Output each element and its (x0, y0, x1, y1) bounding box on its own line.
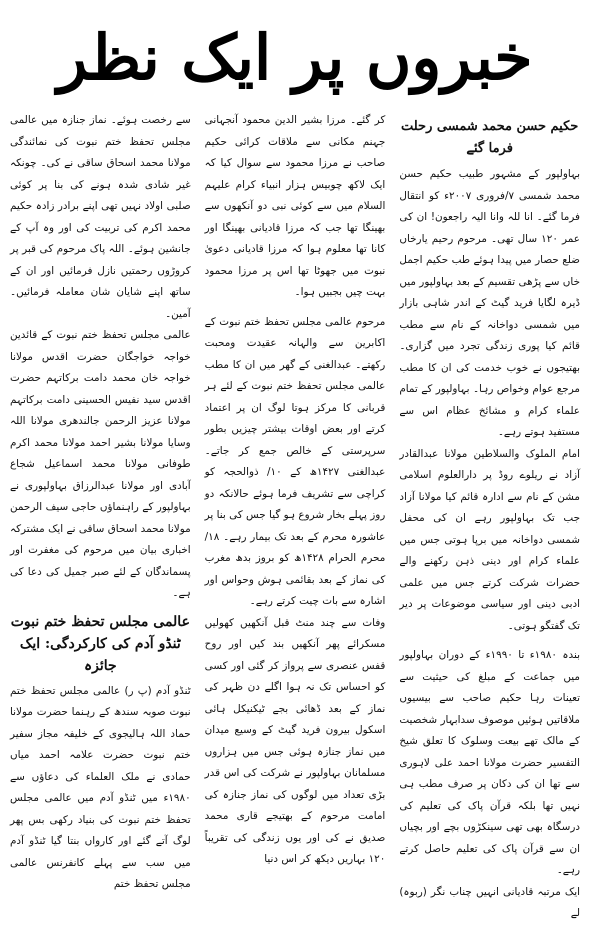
article-paragraph: ٹنڈو آدم (پ ر) عالمی مجلس تحفظ ختم نبوت صوبہ سندھ کے رہنما حضرت مولانا حماد اللہ ہالیجوی کے خلیفہ مجاز سفیر ختم نبوت حضرت علامہ احمد میاں حمادی نے ملک العلماء کی دعاؤں سے ۱۹۸۰ء میں ٹنڈو آدم میں عالمی مجلس تحفظ ختم نبوت کی بنیاد رکھی بس پھر لوگ آتے گئے اور کارواں بنتا گیا ٹنڈو آدم میں سب سے پہلے کانفرنس عالمی مجلس تحفظ ختم (9, 684, 191, 890)
paragraph-gap (205, 304, 386, 312)
article-paragraph: امام الملوک والسلاطین مولانا عبدالقادر آزاد نے ریلوے روڈ پر دارالعلوم اسلامی مشن کے نام سے ادارہ قائم کیا مولانا آزاد جب تک بہاولپور رہے ان کی محفل شمسی دواخانہ میں برپا ہوتی جس میں علماء کرام اور دینی ذہن رکھنے والے حضرات شرکت کرتے جس میں علمی ادبی دینی اور سیاسی موضوعات پر دیر تک گفتگو ہوتی۔ (399, 447, 580, 632)
article-paragraph: سے رخصت ہوئے۔ نماز جنازہ میں عالمی مجلس تحفظ ختم نبوت کی نمائندگی مولانا محمد اسحاق ساقی نے کی۔ چونکہ غیر شادی شدہ ہونے کی بنا پر کوئی صلبی اولاد نہیں تھی اپنے برادر زادہ حکیم محمد اکرم کی تربیت کی اور وہ آپ کے جانشین ہوئے۔ اللہ پاک مرحوم کی قبر پر کروڑوں رحمتیں نازل فرمائیں اور ان کے ساتھ اپنے شایان شان معاملہ فرمائیں۔ آمین۔ (9, 114, 191, 320)
masthead (0, 8, 590, 108)
article-headline-tando-adam: عالمی مجلس تحفظ ختم نبوت ٹنڈو آدم کی کارکردگی: ایک جائزہ (10, 613, 190, 674)
paragraph-gap (399, 637, 580, 645)
article-paragraph: بہاولپور کے مشہور طبیب حکیم حسن محمد شمسی ۷/فروری ۲۰۰۷ء کو انتقال فرما گئے۔ انا للہ وانا الیہ راجعون! ان کی عمر ۱۲۰ سال تھی۔ مرحوم رحیم یارخاں ضلع حصار میں پیدا ہوئے طب حکیم اجمل خاں سے پڑھی تقسیم کے بعد بہاولپور میں ڈیرہ لگایا فرید گیٹ کے اندر شاہی بازار میں شمسی دواخانہ کے نام سے مطب قائم کیا پوری زندگی تجرد میں گزاری۔ بھتیجوں نے خوب خدمت کی ان کا مطب مرجع عوام وخواص رہا۔ بہاولپور کے تمام علماء کرام و مشائخ عظام اس سے مستفید ہوتے رہے۔ (399, 168, 580, 438)
column-right (399, 110, 580, 919)
article-paragraph: بندہ ۱۹۸۰ء تا ۱۹۹۰ء کے دوران بہاولپور میں جماعت کے مبلغ کی حیثیت سے تعینات رہا حکیم صاحب سے بیسیوں ملاقاتیں ہوئیں موصوف سدابہار شخصیت کے مالک تھے بیعت وسلوک کا تعلق شیخ التفسیر حضرت مولانا احمد علی لاہوری سے تھا ان کی دکان پر صرف مطب ہی نہیں تھا بلکہ قرآن پاک کی تعلیم کی درسگاہ بھی تھی سینکڑوں بچے اور بچیاں ان سے قرآن پاک کی تعلیم حاصل کرتے رہے۔ (399, 649, 580, 876)
column-left (9, 110, 191, 890)
masthead-title: خبروں پر ایک نظر (57, 21, 533, 94)
article-paragraph: کر گئے۔ مرزا بشیر الدین محمود آنجہانی جہنم مکانی سے ملاقات کرائی حکیم صاحب نے مرزا محمود سے سوال کیا کہ ایک لاکھ چوبیس ہزار انبیاء کرام علیہم السلام میں سے کوئی نبی دو آنکھوں سے بھینگا تھا جب کہ مرزا قادیانی بھینگا اور کانا تھا معلوم ہوا کہ مرزا قادیانی دعویٰ نبوت میں جھوٹا تھا اس پر مرزا محمود بہت چیں بجبیں ہوا۔ (204, 114, 386, 298)
article-paragraph: مرحوم عالمی مجلس تحفظ ختم نبوت کے اکابرین سے والہانہ عقیدت ومحبت رکھتے۔ عبدالغنی کے گھر میں ان کا مطب عالمی مجلس تحفظ ختم نبوت کے لئے ہر قربانی کا مرکز ہوتا لوگ ان پر اعتماد کرتے اور بعض اوقات بیشتر چیزیں بطور سرپرستی کے خالص جمع کر جاتے۔ عبدالغنی ۱۴۲۷ھ کے ۱۰/ ذوالحجہ کو کراچی سے تشریف فرما ہوئے حالانکہ دو روز پہلے بخار شروع ہو گیا جس کی بنا پر عاشورہ محرم کے بعد تک بیمار رہے۔ ۱۸/ محرم الحرام ۱۴۲۸ھ کو بروز بدھ مغرب کی نماز کے بعد بقائمی ہوش وحواس اور اشارہ سے بات چیت کرتے رہے۔ (204, 315, 386, 607)
column-middle (204, 110, 386, 865)
article-paragraph: ایک مرتبہ قادیانی انہیں چناب نگر (ربوہ) لے (399, 885, 580, 919)
article-paragraph: وفات سے چند منٹ قبل آنکھیں کھولیں مسکرائے پھر آنکھیں بند کیں اور روح قفس عنصری سے پرواز کر گئی اور کسی کو احساس تک نہ ہوا اگلے دن ظہر کی نماز کے بعد ڈھائی بجے ٹیکنیکل ہائی اسکول بیرون فرید گیٹ کے وسیع میدان میں نماز جنازہ ہوئی جس میں ہزاروں مسلمانان بہاولپور نے شرکت کی اس قدر بڑی تعداد میں لوگوں کی نماز جنازہ کی امامت مرحوم کے بھتیجے قاری محمد صدیق نے کی اور یوں زندگی کی تقریباً ۱۲۰ بہاریں دیکھ کر اس دنیا (204, 616, 386, 865)
article-headline-obituary: حکیم حسن محمد شمسی رحلت فرما گئے (400, 119, 579, 156)
article-paragraph: عالمی مجلس تحفظ ختم نبوت کے قائدین خواجہ خواجگان حضرت اقدس مولانا خواجہ خان محمد دامت برکاتہم حضرت اقدس سید نفیس الحسینی دامت برکاتہم مولانا عزیز الرحمن جالندھری مولانا اللہ وسایا مولانا بشیر احمد مولانا محمد اکرم طوفانی مولانا محمد اسماعیل شجاع آبادی اور مولانا عبدالرزاق بہاولپوری نے بہاولپور کے راہنماؤں حاجی سیف الرحمن مولانا محمد اسحاق ساقی نے ایک مشترکہ اخباری بیان میں مرحوم کی مغفرت اور پسماندگان کے لئے صبر جمیل کی دعا کی ہے۔ (9, 329, 191, 599)
article-columns (9, 110, 580, 919)
